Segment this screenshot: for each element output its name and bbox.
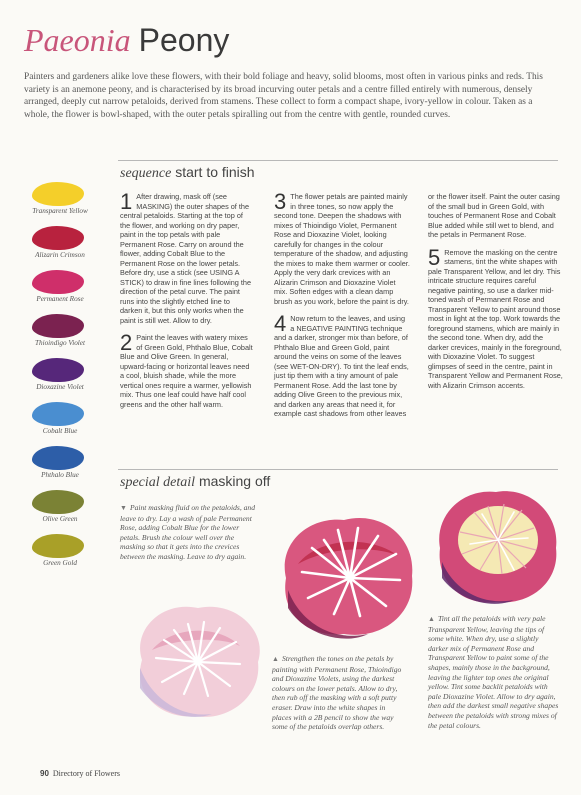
step-2: 2 Paint the leaves with watery mixes of Green Gold, Phthalo Blue, Cobalt Blue and Olive Green. In general, upward-facing or horizontal leaves need a cool, bluish shade, while the more vertical ones require a warmer, yellowish mix. Thus one leaf could have half cool greens and the other half warm. [120,330,253,409]
swatch-blob [32,314,84,338]
caption-strengthen-tones: ▲ Strengthen the tones on the petals by painting with Permanent Rose, Thioindigo and Dioxazine Violets, using the darkest colours on the lower petals. Allow to dry, then rub off the masking with a soft putty eraser. Draw into the white shapes in places with a 2B pencil to show the way some of the petaloids overlap others. [272,654,402,732]
swatch-blob [32,402,84,426]
swatch-olive-green: Olive Green [20,488,100,532]
sequence-heading: sequence start to finish [120,164,255,181]
steps-column-1 [120,189,254,413]
swatch-blob [32,446,84,470]
swatch-cobalt-blue: Cobalt Blue [20,400,100,444]
common-name: Peony [138,22,230,58]
step-1: 1 After drawing, mask off (see MASKING) the outer shapes of the central petaloids. Starting at the top of the flower, and working on dry paper, paint in the top petals with pale Permanent Rose. Carry on around the flower, adding Cobalt Blue to the Permanent Rose on the lower petals. Before dry, use a stick (see USING A STICK) to draw in fine lines following the direction of the petal curve. The paint runs into the slightly etched line to darken it, but this only works when the paint is still wet. Allow to dry. [120,189,251,325]
page-footer [40,769,120,778]
steps-column-3 [428,192,564,394]
swatch-permanent-rose: Permanent Rose [20,268,100,312]
swatch-blob [32,534,84,558]
swatch-green-gold: Green Gold [20,532,100,576]
swatch-phthalo-blue: Phthalo Blue [20,444,100,488]
step-5: 5 Remove the masking on the centre stamens, tint the white shapes with pale Transparent Yellow, and let dry. This intricate structure requires careful negative painting, so use a darker mid-toned wash of Permanent Rose and Transparent Yellow to paint around those most in light at the top. Work towards the foreground stamens, which are mainly in the second tone. When dry, add the darker crevices, mainly in the foreground, with Dioxazine Violet. To suggest glimpses of seed in the centre, paint in Transparent Yellow and Permanent Rose, with Alizarin Crimson accents. [428,244,563,390]
swatch-blob [32,270,84,294]
swatch-blob [32,182,84,206]
caption-masking-fluid: ▼ Paint masking fluid on the petaloids, and leave to dry. Lay a wash of pale Permanent Rose, adding Cobalt Blue for the lower petals. Brush the colour well over the masking so that it gets into the crevices between the masking. Leave to dry again. [120,503,256,561]
page-number: 90 [40,769,49,778]
page-title [24,20,229,60]
latin-name: Paeonia [24,22,131,58]
swatch-blob [32,358,84,382]
intro-paragraph: Painters and gardeners alike love these flowers, with their bold foliage and heavy, solid blooms, most often in various pinks and reds. This variety is an anemone peony, and is characterised by its broad incurving outer petals and a centre filled entirely with numerous, densely arranged, deeply cut narrow petaloids, derived from stamens. These collect to form a compact shape, ivory-yellow in colour. Taken as a whole, the flower is bowl-shaped, with the outer petals spiralling out from the centre with gentle, rounded curves. [24,72,543,120]
flower-illustration-stage-1 [122,590,274,730]
flower-illustration-stage-3 [430,478,564,612]
swatch-transparent-yellow: Transparent Yellow [20,180,100,224]
steps-column-2 [274,189,410,423]
swatch-blob [32,226,84,250]
swatch-dioxazine-violet: Dioxazine Violet [20,356,100,400]
special-heading: special detail masking off [120,473,271,490]
step-4-continued: or the flower itself. Paint the outer casing of the small bud in Green Gold, with touches of Permanent Rose and Cobalt Blue added while still wet to blend, and the petals in Permanent Rose. [428,192,560,239]
step-4: 4 Now return to the leaves, and using a NEGATIVE PAINTING technique and a darker, stronger mix than before, of Phthalo Blue and Green Gold, paint around the veins on some of the leaves (see WET-ON-DRY). To tint the leaf ends, just tip them with a tiny amount of pale Permanent Rose. Add the last tone by adding Olive Green to the previous mix, and darken any areas that need it, for example cast shadows from other leaves [274,311,409,418]
swatch-thioindigo-violet: Thioindigo Violet [20,312,100,356]
special-rule [118,469,558,470]
sequence-rule [118,160,558,161]
swatch-blob [32,490,84,514]
step-3: 3 The flower petals are painted mainly in three tones, so now apply the second tone. Deepen the shadows with mixes of Thioindigo Violet, Permanent Rose and Dioxazine Violet, looking carefully for changes in the colour temperature of the shadow, and adjusting the mixes to make them warmer or cooler. Apply the very dark crevices with an Alizarin Crimson and Dioxazine Violet mix. Soften edges with a clean damp brush as you work, before the paint is dry. [274,189,410,306]
footer-title: Directory of Flowers [52,769,120,778]
swatch-alizarin-crimson: Alizarin Crimson [20,224,100,268]
caption-tint-petaloids: ▲ Tint all the petaloids with very pale Transparent Yellow, leaving the tips of some white. When dry, use a slightly darker mix of Permanent Rose and Transparent Yellow to paint some of the shapes, mainly those in the background, leaving the lighter top ones the original yellow. Tint some backlit petaloids with pale Dioxazine Violet. Allow to dry again, then add the darkest small negative shapes between the petaloids with strong mixes of the petal colours. [428,614,559,730]
flower-illustration-stage-2 [274,498,424,648]
